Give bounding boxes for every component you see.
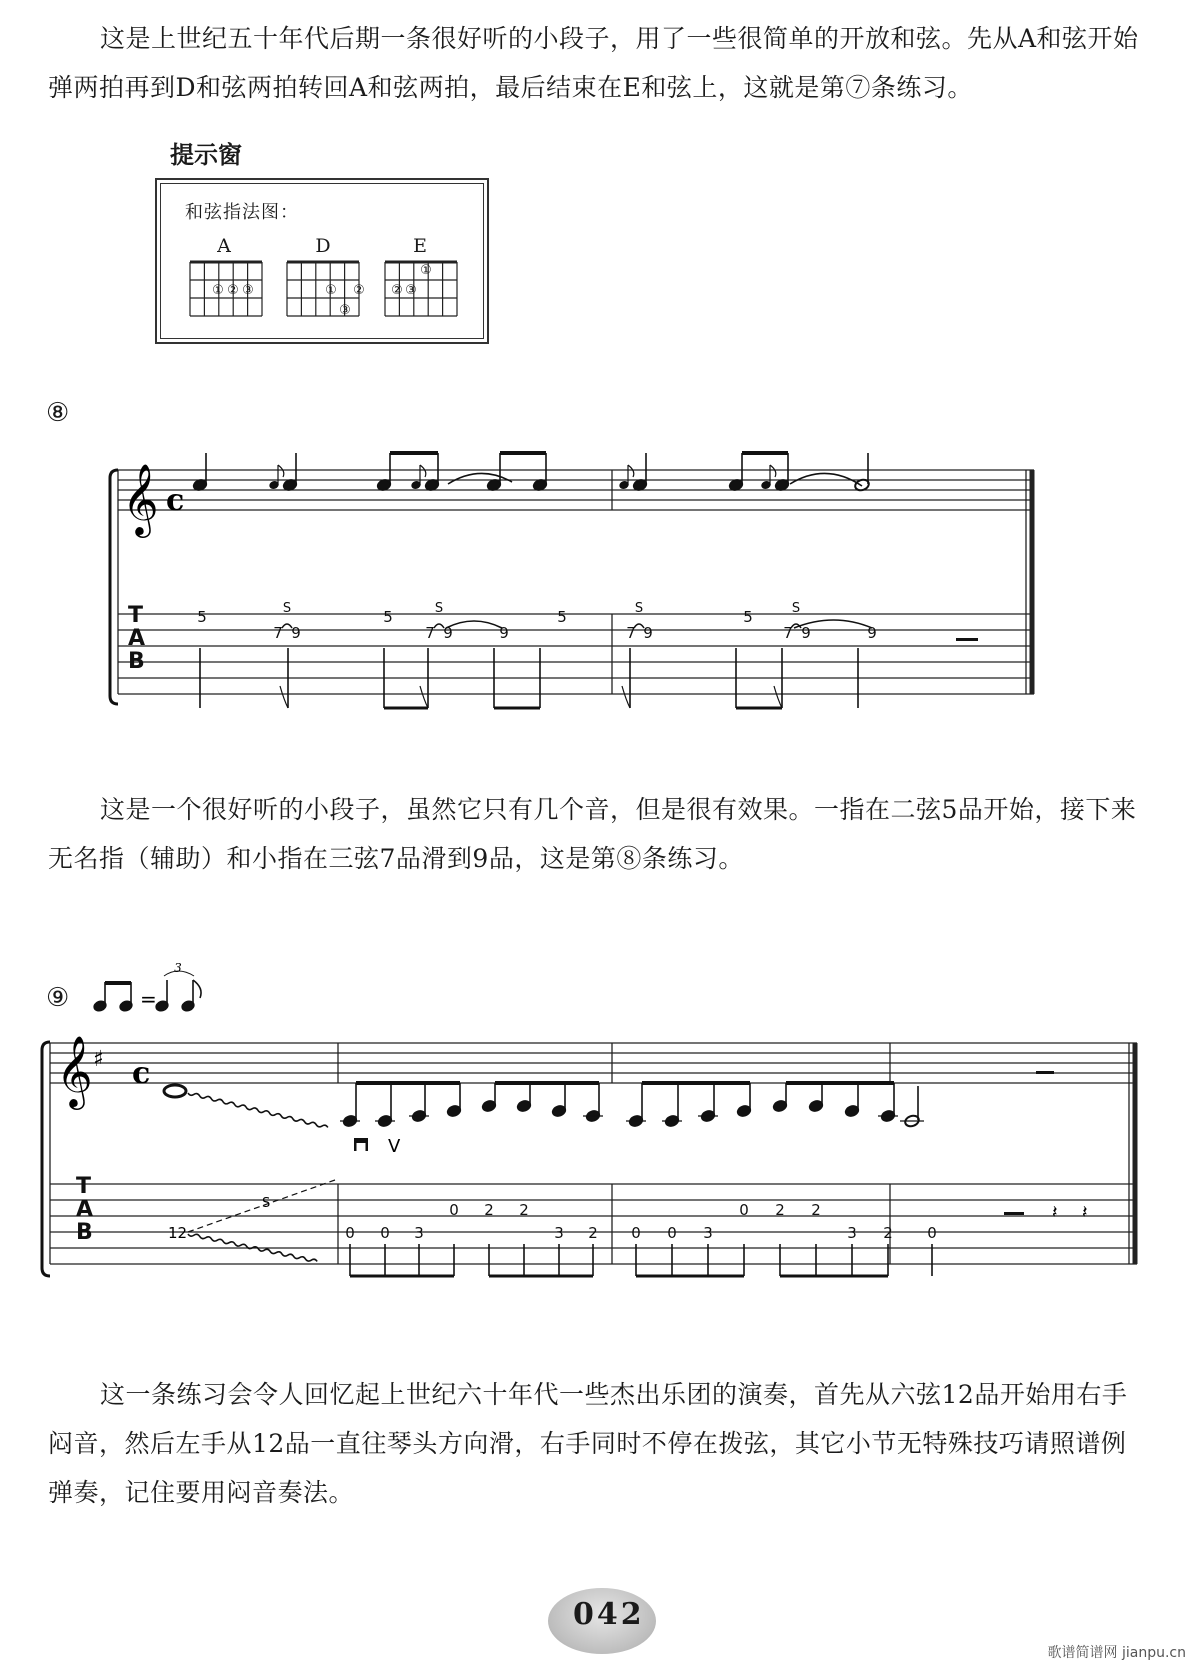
paragraph-exercise-8: 这是一个很好听的小段子，虽然它只有几个音，但是很有效果。一指在二弦5品开始，接下来无名指（辅助）和小指在三弦7品滑到9品，这是第⑧条练习。 [48, 795, 1137, 873]
ex9-quarter-rest-1: 𝄽 [1052, 1202, 1058, 1223]
ex8-treble-clef: 𝄞 [122, 462, 159, 535]
ex9-time-signature: c [132, 1056, 151, 1091]
ex9-tab-b: B [76, 1220, 93, 1245]
chord-diagram-label: 和弦指法图： [185, 202, 299, 223]
ex9-tab-num: 2 [883, 1224, 893, 1242]
ex9-half-rest-tab [1004, 1212, 1024, 1215]
paragraph-exercise-7: 这是上世纪五十年代后期一条很好听的小段子，用了一些很简单的开放和弦。先从A和弦开始弹两拍再到D和弦两拍转回A和弦两拍，最后结束在E和弦上，这就是第⑦条练习。 [48, 24, 1139, 102]
ex8-slide-mark-4: S [791, 601, 801, 616]
ex8-time-signature: c [166, 483, 185, 518]
ex9-slide-mark: S [262, 1196, 271, 1211]
ex9-tab-a: A [76, 1197, 94, 1222]
ex9-tab-num: 2 [519, 1201, 529, 1219]
paragraph-exercise-9: 这一条练习会令人回忆起上世纪六十年代一些杰出乐团的演奏，首先从六弦12品开始用右手闷音，然后左手从12品一直往琴头方向滑，右手同时不停在拨弦，其它小节无特殊技巧请照谱例弹奏，记住要用闷音奏法。 [48, 1380, 1128, 1507]
ex9-tab-num: 2 [588, 1224, 598, 1242]
hint-title: 提示窗 [170, 140, 242, 169]
ex8-tab-num: 9 [443, 624, 453, 642]
chord-a-finger-3: ③ [242, 283, 254, 298]
ex8-tab-num: 9 [291, 624, 301, 642]
chord-a-finger-1: ① [212, 283, 224, 298]
ex9-tab-num: 0 [631, 1224, 641, 1242]
ex9-gliss-wavy [188, 1093, 328, 1127]
example-8-number: ⑧ [46, 398, 70, 428]
ex8-tab-num: 7 [626, 624, 636, 642]
chord-e-finger-3: ③ [405, 283, 417, 298]
ex9-system-bracket [42, 1042, 50, 1276]
ex9-tab-num: 0 [739, 1201, 749, 1219]
ex8-slide-mark-2: S [434, 601, 444, 616]
ex8-slide-mark-3: S [634, 601, 644, 616]
chord-name-a: A [217, 235, 231, 257]
ex8-tab-num: 5 [197, 608, 207, 626]
ex9-tab-num: 2 [775, 1201, 785, 1219]
ex8-tab-num: 5 [743, 608, 753, 626]
ex9-tab-num: 2 [484, 1201, 494, 1219]
ex9-pick-down-stroke [354, 1138, 368, 1151]
chord-name-e: E [413, 235, 427, 257]
paragraph-exercise-9-wrap [48, 1370, 1148, 1517]
ex8-tab-t: T [128, 603, 144, 628]
ex9-tab-num: 0 [380, 1224, 390, 1242]
ex8-tab-num: 9 [499, 624, 509, 642]
chord-d-finger-3: ③ [339, 303, 351, 318]
ex8-tab-b: B [128, 649, 145, 674]
chord-d-finger-2: ② [353, 283, 365, 298]
ex8-tab-num: 7 [425, 624, 435, 642]
ex8-tab-num: 9 [867, 624, 877, 642]
ex9-pick-up-stroke: V [388, 1136, 401, 1157]
ex8-tab-num: 5 [383, 608, 393, 626]
watermark: 歌谱简谱网 jianpu.cn [1047, 1645, 1186, 1661]
ex9-half-rest-staff [1036, 1071, 1054, 1074]
chord-e-finger-2: ② [391, 283, 403, 298]
chord-d-finger-1: ① [325, 283, 337, 298]
page-number: 042 [573, 1597, 645, 1632]
ex9-tab-num: 3 [847, 1224, 857, 1242]
ex9-tab-t: T [76, 1174, 92, 1199]
ex9-tab-num: 3 [414, 1224, 424, 1242]
swing-triplet-3: 3 [174, 961, 182, 975]
ex8-slide-mark-1: S [282, 601, 292, 616]
ex9-whole-note [164, 1085, 186, 1097]
ex8-tab-num: 5 [557, 608, 567, 626]
ex9-tab-num: 3 [703, 1224, 713, 1242]
example-9-number: ⑨ [46, 983, 70, 1013]
ex9-tab-num: 0 [667, 1224, 677, 1242]
ex9-quarter-rest-2: 𝄽 [1082, 1202, 1088, 1223]
ex8-tab-num: 9 [801, 624, 811, 642]
chord-a-finger-2: ② [227, 283, 239, 298]
chord-name-d: D [315, 235, 331, 257]
ex8-tab-num: 7 [783, 624, 793, 642]
ex9-sharp: ♯ [93, 1047, 104, 1072]
ex8-tab-num: 9 [643, 624, 653, 642]
ex9-tab-num: 0 [449, 1201, 459, 1219]
ex9-tab-num: 0 [345, 1224, 355, 1242]
ex9-tab-num: 0 [927, 1224, 937, 1242]
ex8-tab-num: 7 [273, 624, 283, 642]
ex9-start-fret: 12 [168, 1224, 188, 1242]
ex8-tab-a: A [128, 626, 146, 651]
ex9-tab-num: 2 [811, 1201, 821, 1219]
swing-equals: = [140, 987, 157, 1011]
ex9-tab-num: 3 [554, 1224, 564, 1242]
ex9-treble-clef: 𝄞 [56, 1034, 93, 1107]
chord-e-finger-1: ① [420, 263, 432, 278]
